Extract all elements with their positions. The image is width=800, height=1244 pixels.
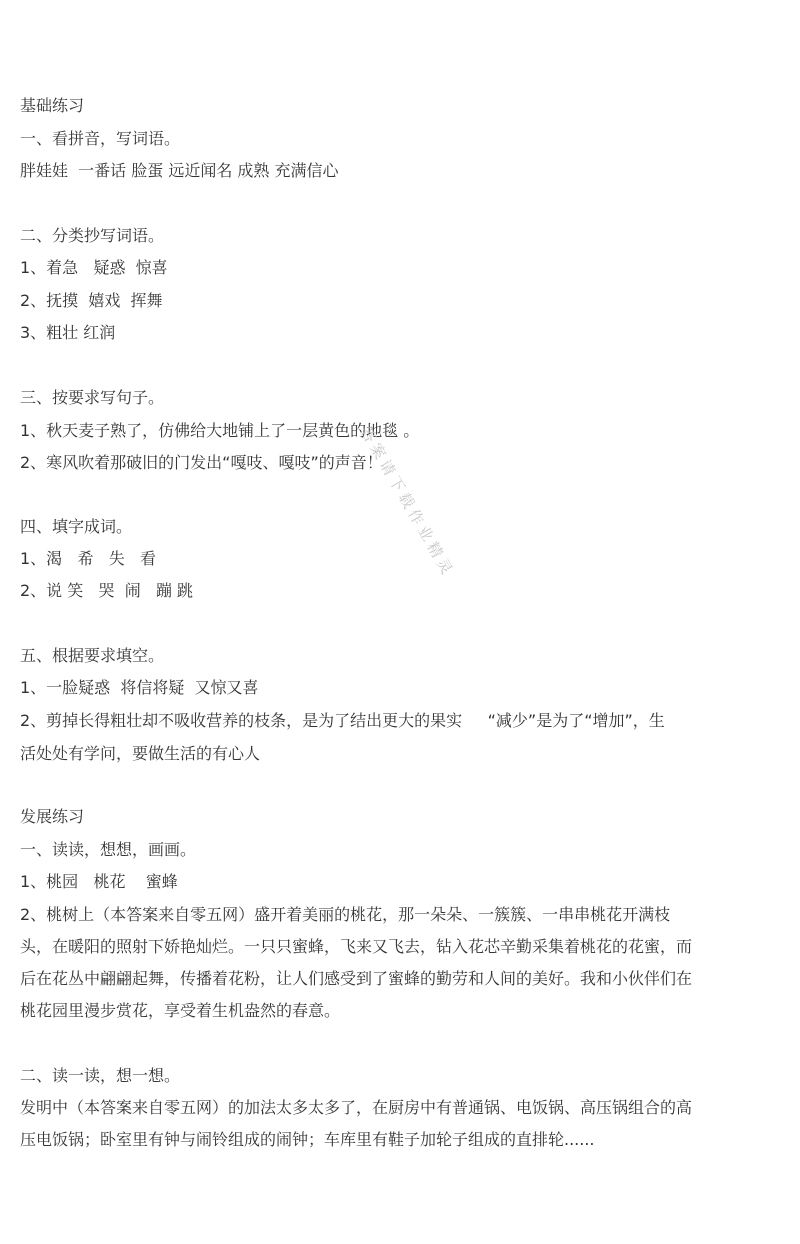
- question-heading: 四、填字成词。: [20, 517, 133, 536]
- watermark-text: 答案请下载作业精灵: [356, 423, 458, 581]
- question-heading: 三、按要求写句子。: [20, 388, 165, 407]
- answer-line: 头，在暖阳的照射下娇艳灿烂。一只只蜜蜂，飞来又飞去，钻入花芯辛勤采集着桃花的花蜜，而: [20, 937, 693, 956]
- section-heading-basic: 基础练习: [20, 96, 85, 115]
- answer-line: 2、抚摸 嬉戏 挥舞: [20, 291, 163, 310]
- answer-line: 1、一脸疑惑 将信将疑 又惊又喜: [20, 678, 259, 697]
- answer-line: 2、说 笑 哭 闹 蹦 跳: [20, 581, 194, 600]
- answer-line: 胖娃娃 一番话 脸蛋 远近闻名 成熟 充满信心: [20, 161, 339, 180]
- answer-line: 1、渴 希 失 看: [20, 549, 156, 568]
- answer-line: 活处处有学问，要做生活的有心人: [20, 744, 261, 763]
- question-heading: 二、分类抄写词语。: [20, 226, 165, 245]
- answer-line: 桃花园里漫步赏花，享受着生机盎然的春意。: [20, 1001, 341, 1020]
- question-heading: 一、看拼音，写词语。: [20, 129, 181, 148]
- answer-line: 3、粗壮 红润: [20, 323, 116, 342]
- answer-line: 1、桃园 桃花 蜜蜂: [20, 872, 178, 891]
- question-heading: 二、读一读，想一想。: [20, 1066, 181, 1085]
- answer-line: 2、剪掉长得粗壮却不吸收营养的枝条，是为了结出更大的果实 “减少”是为了“增加”，生: [20, 711, 665, 730]
- answer-line: 后在花丛中翩翩起舞，传播着花粉，让人们感受到了蜜蜂的勤劳和人间的美好。我和小伙伴们在: [20, 969, 693, 988]
- answer-line: 2、寒风吹着那破旧的门发出“嘎吱、嘎吱”的声音！: [20, 453, 383, 472]
- question-heading: 五、根据要求填空。: [20, 646, 165, 665]
- answer-line: 1、秋天麦子熟了，仿佛给大地铺上了一层黄色的地毯 。: [20, 421, 420, 440]
- answer-line: 压电饭锅；卧室里有钟与闹铃组成的闹钟；车库里有鞋子加轮子组成的直排轮......: [20, 1130, 595, 1149]
- answer-line: 发明中（本答案来自零五网）的加法太多太多了，在厨房中有普通锅、电饭锅、高压锅组合的高: [20, 1098, 693, 1117]
- answer-line: 2、桃树上（本答案来自零五网）盛开着美丽的桃花，那一朵朵、一簇簇、一串串桃花开满枝: [20, 905, 671, 924]
- question-heading: 一、读读，想想，画画。: [20, 840, 197, 859]
- section-heading-development: 发展练习: [20, 807, 85, 826]
- answer-line: 1、着急 疑惑 惊喜: [20, 258, 168, 277]
